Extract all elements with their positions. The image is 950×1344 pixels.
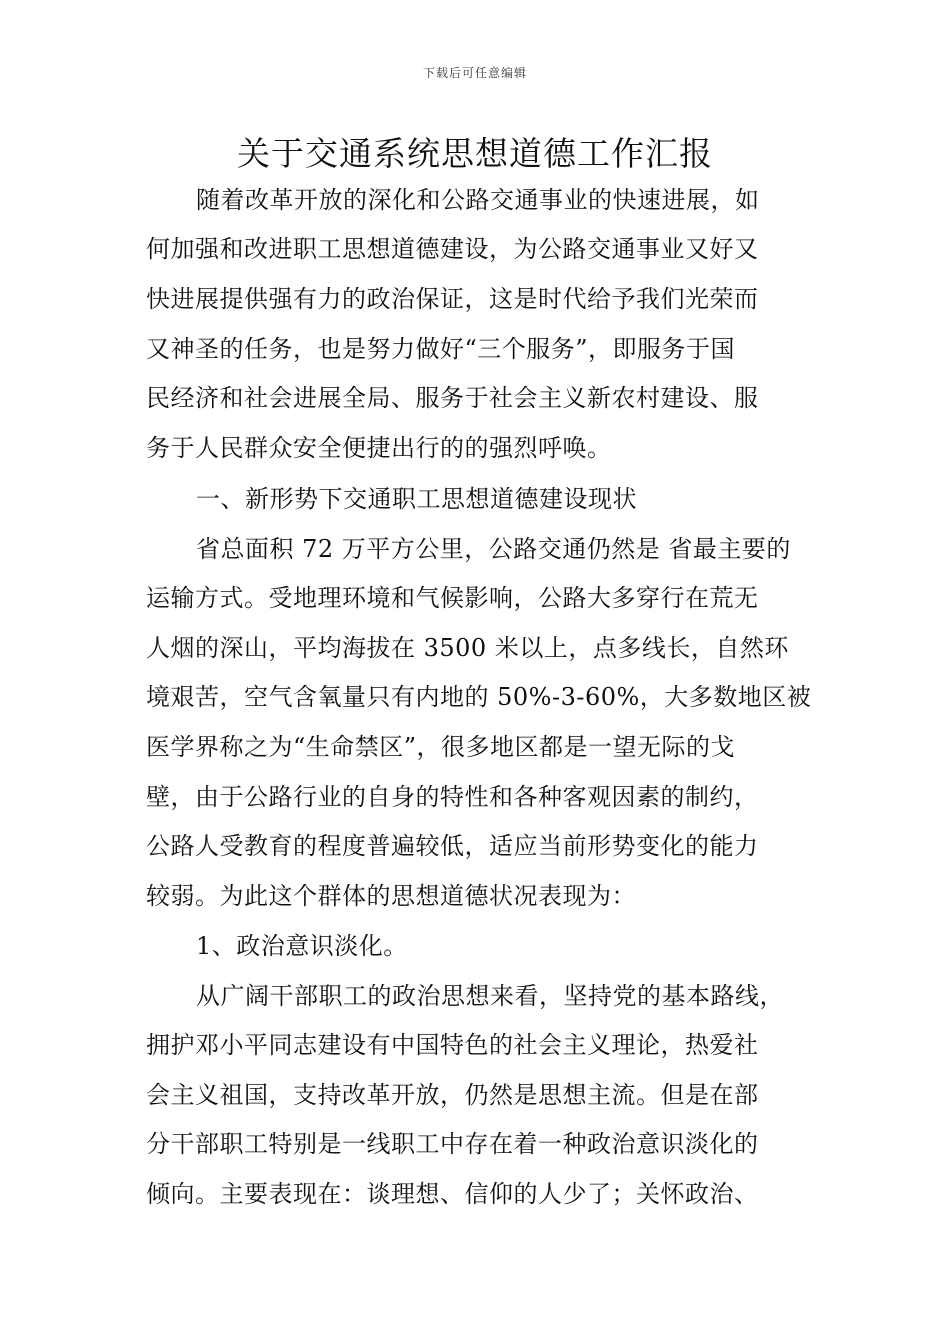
body-line: 从广阔干部职工的政治思想来看，坚持党的基本路线，	[196, 982, 784, 1010]
body-line: 会主义祖国，支持改革开放，仍然是思想主流。但是在部	[146, 1081, 759, 1109]
body-line: 快进展提供强有力的政治保证，这是时代给予我们光荣而	[146, 285, 759, 313]
section-heading: 一、新形势下交通职工思想道德建设现状	[196, 485, 637, 513]
body-line: 分干部职工特别是一线职工中存在着一种政治意识淡化的	[146, 1130, 759, 1158]
body-line: 医学界称之为“生命禁区”，很多地区都是一望无际的戈	[146, 733, 736, 761]
body-line: 何加强和改进职工思想道德建设，为公路交通事业又好又	[146, 235, 759, 263]
document-title: 关于交通系统思想道德工作汇报	[237, 134, 713, 173]
body-line: 务于人民群众安全便捷出行的的强烈呼唤。	[146, 434, 612, 462]
body-line: 随着改革开放的深化和公路交通事业的快速进展，如	[196, 186, 760, 214]
body-line: 又神圣的任务，也是努力做好“三个服务”，即服务于国	[146, 335, 736, 363]
body-line: 运输方式。受地理环境和气候影响，公路大多穿行在荒无	[146, 584, 759, 612]
body-line: 境艰苦，空气含氧量只有内地的 50%-3-60%，大多数地区被	[146, 683, 812, 711]
header-note: 下载后可任意编辑	[422, 66, 527, 80]
body-line: 公路人受教育的程度普遍较低，适应当前形势变化的能力	[146, 832, 759, 860]
subsection-heading: 1、政治意识淡化。	[196, 932, 408, 960]
body-line: 壁，由于公路行业的自身的特性和各种客观因素的制约，	[146, 783, 759, 811]
body-line: 省总面积 72 万平方公里，公路交通仍然是 省最主要的	[196, 535, 791, 563]
body-line: 民经济和社会进展全局、服务于社会主义新农村建设、服	[146, 384, 759, 412]
body-line: 人烟的深山，平均海拔在 3500 米以上，点多线长，自然环	[146, 634, 789, 662]
body-line: 较弱。为此这个群体的思想道德状况表现为：	[146, 882, 636, 910]
body-line: 拥护邓小平同志建设有中国特色的社会主义理论，热爱社	[146, 1031, 759, 1059]
body-line: 倾向。主要表现在：谈理想、信仰的人少了；关怀政治、	[146, 1180, 759, 1208]
